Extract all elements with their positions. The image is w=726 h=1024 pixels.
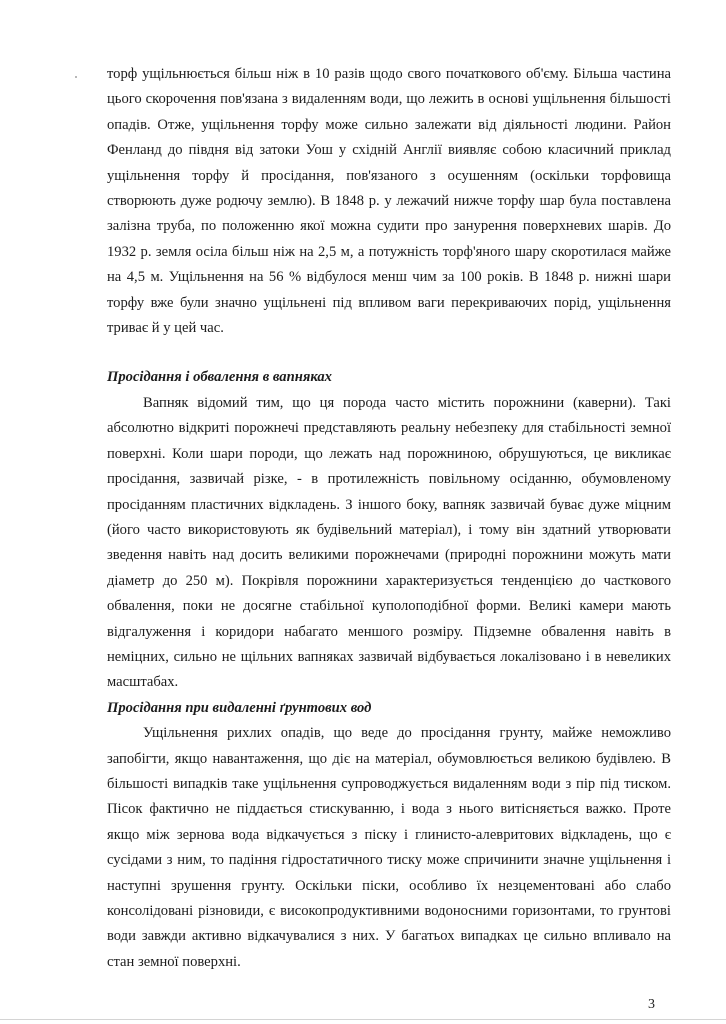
section-gap: [107, 341, 671, 365]
paragraph-limestone-cavities: Вапняк відомий тим, що ця порода часто містить порожнини (каверни). Такі абсолютно відкриті порожнечі представляють реальну небезпеку для стабільності земної поверхні. Коли шари породи, що лежать над порожниною, обрушуються, це викликає просідання, зазвичай різке, - в протилежність повільному осіданню, обумовленому просіданням пластичних відкладень. З іншого боку, вапняк зазвичай буває дуже міцним (його часто використовують як будівельний матеріал), і тому він здатний утворювати зведення навіть над досить великими порожнечами (природні порожнини можуть мати діаметр до 250 м). Покрівля порожнини характеризується тенденцією до часткового обвалення, поки не досягне стабільної куполоподібної форми. Великі камери мають відгалуження і коридори набагато меншого розміру. Підземне обвалення навіть в неміцних, сильно не щільних вапняках зазвичай відбувається локалізовано і в невеликих масштабах.: [107, 394, 671, 691]
document-body: [107, 62, 671, 975]
scan-mark-top: [75, 76, 77, 78]
paragraph-peat-compaction: торф ущільнюється більш ніж в 10 разів щодо свого початкового об'єму. Більша частина цього скорочення пов'язана з видаленням води, що лежить в основі ущільнення більшості опадів. Отже, ущільнення торфу може сильно залежати від діяльності людини. Район Фенланд до півдня від затоки Уош у східній Англії виявляє собою класичний приклад ущільнення торфу й просідання, пов'язаного з осушенням (оскільки торфовища створюють дуже родючу землю). В 1848 р. у лежачий нижче торфу шар була поставлена залізна труба, по положенню якої можна судити про занурення поверхневих шарів. До 1932 р. земля осіла більш ніж на 2,5 м, а потужність торф'яного шару скоротилася майже на 4,5 м. Ущільнення на 56 % відбулося менш чим за 100 років. В 1848 р. нижні шари торфу вже були значно ущільнені під впливом ваги перекриваючих порід, ущільнення триває й у цей час.: [107, 66, 671, 337]
heading-limestone-subsidence: Просідання і обвалення в вапняках: [107, 369, 332, 386]
paragraph-groundwater-removal: Ущільнення рихлих опадів, що веде до просідання грунту, майже неможливо запобігти, якщо навантаження, що діє на матеріал, обумовлюється великою будівлею. В більшості випадків таке ущільнення супроводжується видаленням води з пір під тиском. Пісок фактично не піддається стискуванню, і вода з нього витісняється важко. Проте якщо між зернова вода відкачується з піску і глинисто-алевритових відкладень, що є сусідами з ним, то падіння гідростатичного тиску може спричинити значне ущільнення і наступні зрушення грунту. Оскільки піски, особливо їх незцементовані або слабо консолідовані різновиди, є високопродуктивними водоносними горизонтами, то грунтові води завжди активно відкачувалися з них. У багатьох випадках це сильно впливало на стан земної поверхні.: [107, 725, 671, 970]
heading-groundwater-subsidence: Просідання при видаленні ґрунтових вод: [107, 699, 372, 716]
page-number: 3: [648, 997, 655, 1012]
scan-mark-bottom: [0, 1019, 726, 1020]
